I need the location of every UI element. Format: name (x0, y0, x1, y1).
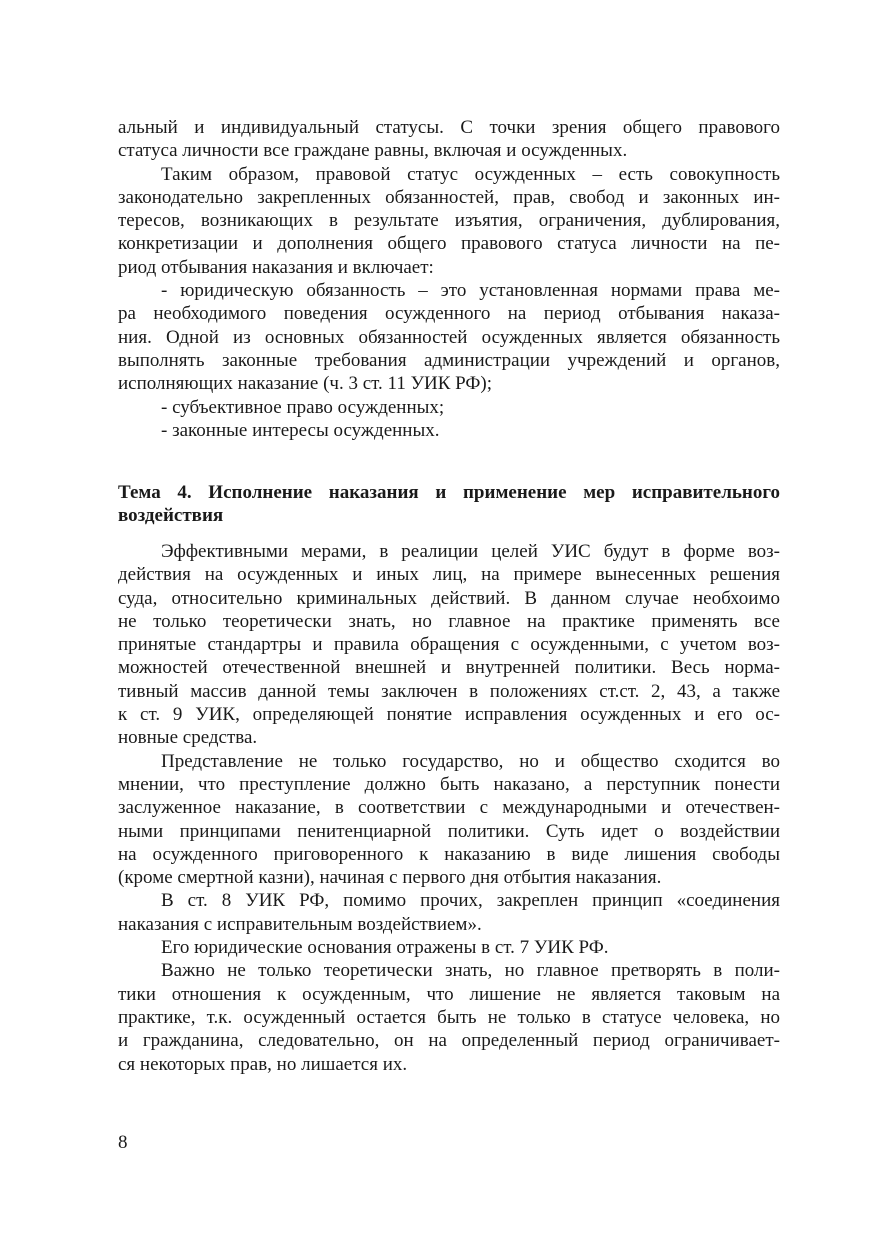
text-line: не только теоретически знать, но главное на практике применять все (118, 610, 780, 632)
text-line: - юридическую обязанность – это установленная нормами права ме- (161, 280, 780, 302)
text-line: статуса личности все граждане равны, включая и осужденных. (118, 140, 628, 162)
text-line: Таким образом, правовой статус осужденных – есть совокупность (161, 163, 780, 185)
text-line: наказания с исправительным воздействием». (118, 913, 482, 935)
text-line: воздействия (118, 505, 224, 527)
text-line: Важно не только теоретически знать, но главное претворять в поли- (161, 960, 780, 982)
text-line: риод отбывания наказания и включает: (118, 256, 434, 278)
text-line: и гражданина, следовательно, он на определенный период ограничивает- (118, 1030, 780, 1052)
text-line: на осужденного приговоренного к наказанию в виде лишения свободы (118, 843, 780, 865)
text-line: новные средства. (118, 727, 258, 749)
text-line: - субъективное право осужденных; (161, 396, 445, 418)
text-line: конкретизации и дополнения общего правового статуса личности на пе- (118, 233, 780, 255)
text-line: Представление не только государство, но и общество сходится во (161, 750, 780, 772)
text-line: тересов, возникающих в результате изъятия, ограничения, дублирования, (118, 210, 780, 232)
text-line: - законные интересы осужденных. (161, 419, 440, 441)
text-line: практике, т.к. осужденный остается быть не только в статусе человека, но (118, 1006, 780, 1028)
text-line: В ст. 8 УИК РФ, помимо прочих, закреплен принцип «соединения (161, 890, 780, 912)
text-line: (кроме смертной казни), начиная с первого дня отбытия наказания. (118, 867, 662, 889)
page-number: 8 (118, 1132, 128, 1153)
text-line: законодательно закрепленных обязанностей, прав, свобод и законных ин- (118, 186, 780, 208)
text-line: исполняющих наказание (ч. 3 ст. 11 УИК РФ); (118, 373, 493, 395)
topic-heading (118, 481, 780, 528)
text-line: выполнять законные требования администрации учреждений и органов, (118, 349, 780, 371)
text-line: мнении, что преступление должно быть наказано, а перступник понести (118, 773, 780, 795)
body-section-2 (118, 540, 780, 1076)
text-line: альный и индивидуальный статусы. С точки зрения общего правового (118, 117, 780, 138)
text-line: Тема 4. Исполнение наказания и применение мер исправительного (118, 482, 780, 503)
text-line: ра необходимого поведения осужденного на период отбывания наказа- (118, 303, 780, 325)
text-line: Эффективными мерами, в реалиции целей УИС будут в форме воз- (161, 541, 780, 562)
text-line: принятые стандартры и правила обращения с осужденными, с учетом воз- (118, 634, 780, 656)
text-line: можностей отечественной внешней и внутренней политики. Весь норма- (118, 657, 780, 679)
text-line: действия на осужденных и иных лиц, на примере вынесенных решения (118, 564, 780, 586)
text-line: к ст. 9 УИК, определяющей понятие исправления осужденных и его ос- (118, 704, 780, 726)
body-section-1 (118, 116, 780, 442)
text-line: ния. Одной из основных обязанностей осужденных является обязанность (118, 326, 780, 348)
text-line: ными принципами пенитенциарной политики. Суть идет о воздействии (118, 820, 780, 842)
text-line: ся некоторых прав, но лишается их. (118, 1053, 408, 1075)
text-line: тивный массив данной темы заключен в положениях ст.ст. 2, 43, а также (118, 680, 780, 702)
text-line: Его юридические основания отражены в ст. 7 УИК РФ. (161, 937, 609, 959)
text-line: заслуженное наказание, в соответствии с международными и отечествен- (118, 797, 780, 819)
text-line: суда, относительно криминальных действий. В данном случае необхоимо (118, 587, 780, 609)
text-line: тики отношения к осужденным, что лишение не является таковым на (118, 983, 780, 1005)
